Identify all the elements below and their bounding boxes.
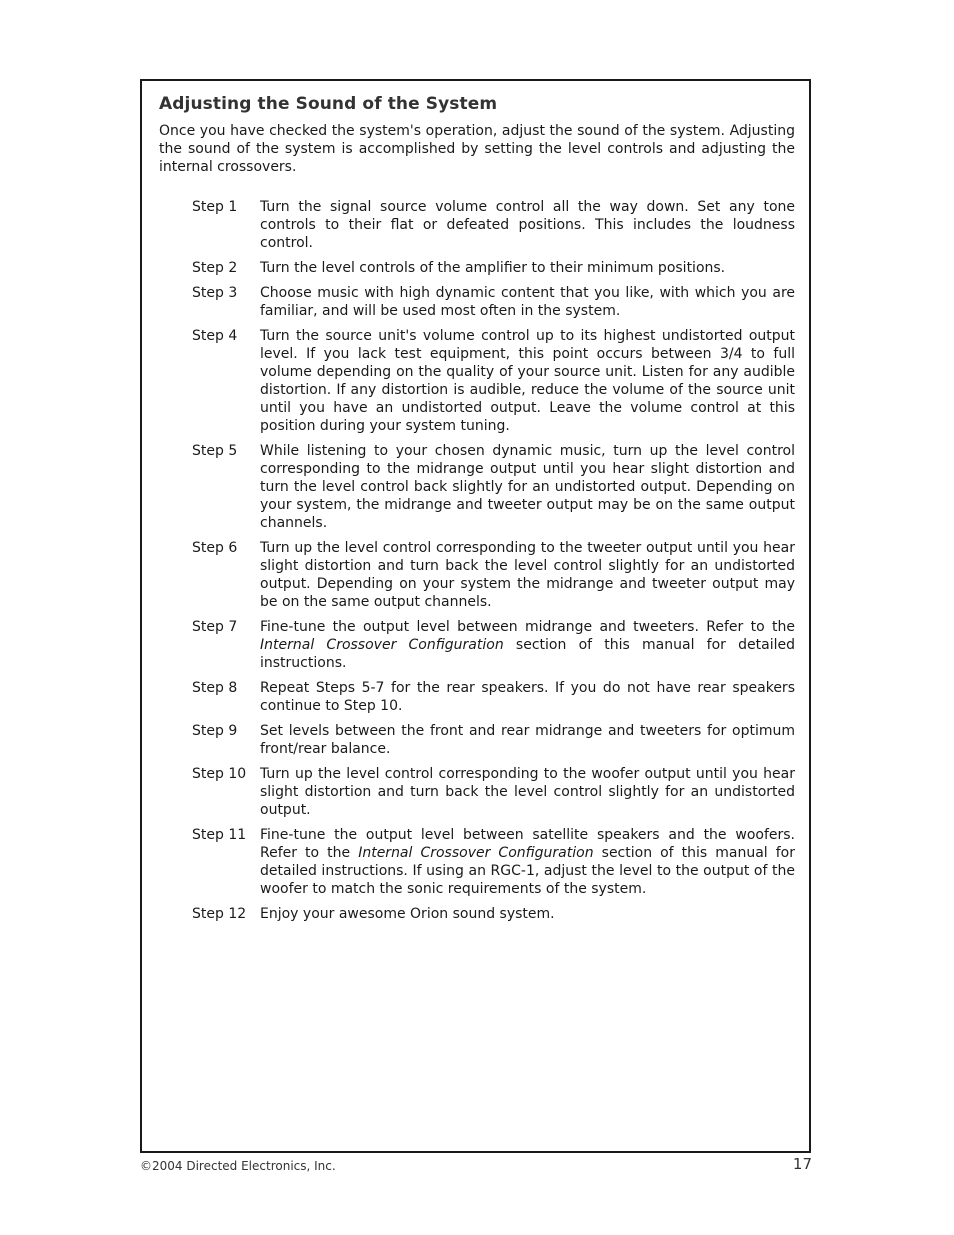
step-item [192,722,795,758]
step-text: Turn up the level control corresponding to the woofer output until you hear slight distortion and turn back the level control slightly for an undistorted output. [260,766,795,818]
step-label: Step 3 [192,285,238,301]
step-text-part: section of this manual for detailed instructions. [260,637,795,671]
step-item [192,679,795,715]
step-item [192,442,795,532]
step-item [192,284,795,320]
step-label: Step 4 [192,328,238,344]
step-text [260,618,795,672]
step-label: Step 2 [192,260,238,276]
step-text [260,826,795,898]
step-label: Step 1 [192,199,238,215]
step-item [192,826,795,898]
page-number: 17 [792,1155,812,1173]
step-label: Step 9 [192,723,238,739]
step-text: Choose music with high dynamic content that you like, with which you are familiar, and will be used most often in the system. [260,285,795,319]
step-text: Turn the level controls of the amplifier to their minimum positions. [260,260,726,276]
step-text: Turn the signal source volume control all the way down. Set any tone controls to their flat or defeated positions. This includes the loudness control. [260,199,795,251]
step-text: While listening to your chosen dynamic music, turn up the level control corresponding to the midrange output until you hear slight distortion and turn the level control back slightly for an undistorted output. Depending on your system, the midrange and tweeter output may be on the same output channels. [260,443,795,531]
step-item [192,539,795,611]
step-text: Turn the source unit's volume control up to its highest undistorted output level. If you lack test equipment, this point occurs between 3/4 to full volume depending on the quality of your source unit. Listen for any audible distortion. If any distortion is audible, reduce the volume of the source unit until you have an undistorted output. Leave the volume control at this position during your system tuning. [260,328,795,434]
step-item [192,198,795,252]
step-label: Step 11 [192,827,247,843]
step-label: Step 12 [192,906,247,922]
section-reference: Internal Crossover Configuration [358,845,594,861]
section-reference: Internal Crossover Configuration [260,637,504,653]
step-label: Step 8 [192,680,238,696]
step-label: Step 5 [192,443,238,459]
step-text: Repeat Steps 5-7 for the rear speakers. If you do not have rear speakers continue to Step 10. [260,680,795,714]
page-title: Adjusting the Sound of the System [159,94,498,114]
step-item [192,327,795,435]
step-item [192,905,795,923]
step-text-part: Fine-tune the output level between satellite speakers and the woofers. Refer to the [260,827,795,861]
step-text: Set levels between the front and rear midrange and tweeters for optimum front/rear balance. [260,723,795,757]
step-item [192,259,795,277]
intro-paragraph: Once you have checked the system's operation, adjust the sound of the system. Adjusting the sound of the system is accomplished by setting the level controls and adjusting the internal crossovers. [159,123,795,175]
steps-list [192,198,795,930]
step-text: Turn up the level control corresponding to the tweeter output until you hear slight distortion and turn back the level control slightly for an undistorted output. Depending on your system the midrange and tweeter output may be on the same output channels. [260,540,795,610]
step-item [192,618,795,672]
step-text-part: Fine-tune the output level between midrange and tweeters. Refer to the [260,619,795,635]
footer-copyright: ©2004 Directed Electronics, Inc. [140,1159,336,1173]
step-item [192,765,795,819]
step-text: Enjoy your awesome Orion sound system. [260,906,555,922]
step-text-part: section of this manual for detailed instructions. If using an RGC-1, adjust the level to the output of the woofer to match the sonic requirements of the system. [260,845,795,897]
step-label: Step 6 [192,540,238,556]
step-label: Step 10 [192,766,247,782]
step-label: Step 7 [192,619,238,635]
